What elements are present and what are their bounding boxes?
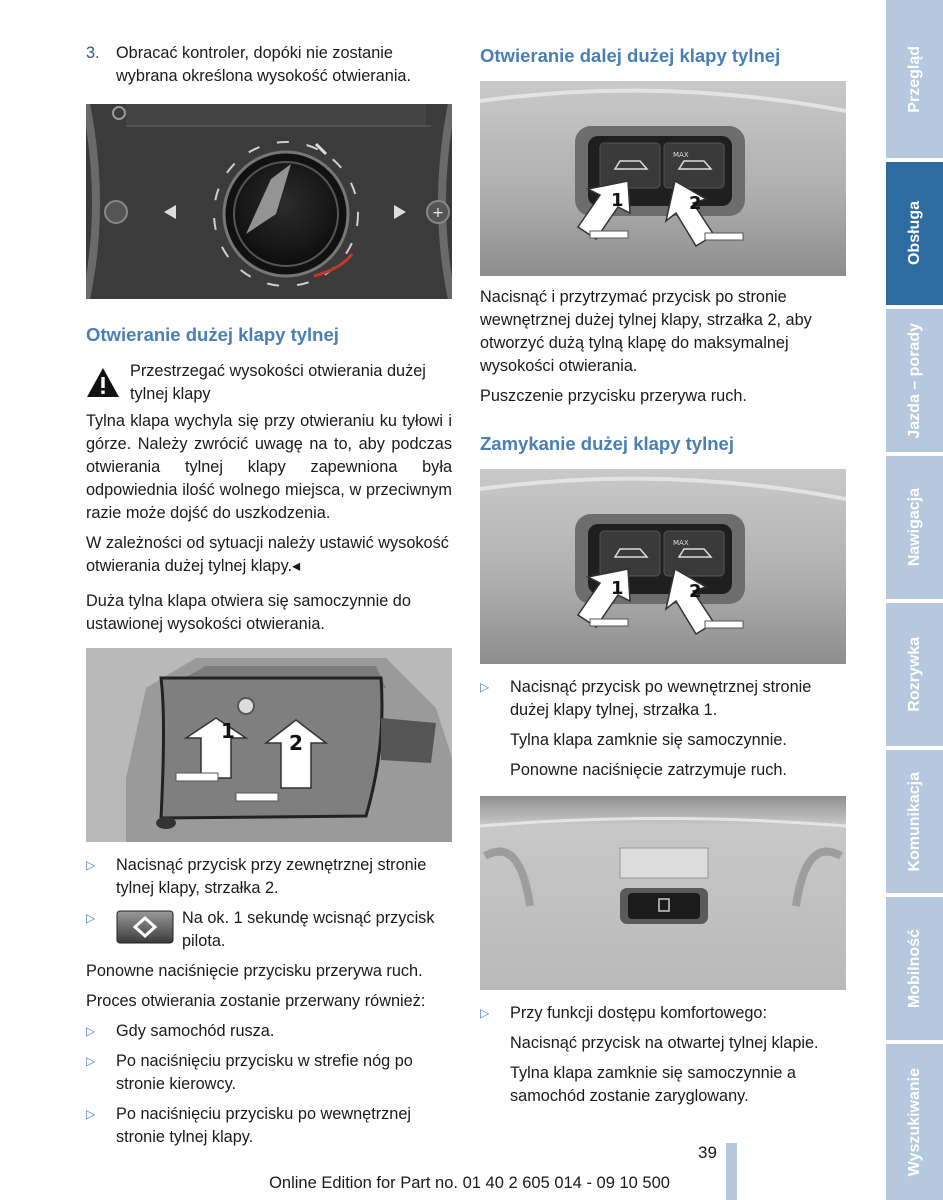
paragraph: Ponowne naciśnięcie przycisku przerywa ruch. bbox=[86, 962, 423, 980]
sidebar-tab-label: Jazda – porady bbox=[905, 322, 923, 439]
list-item-text: Po naciśnięciu przycisku w strefie nóg po stronie kierowcy. bbox=[116, 1052, 413, 1093]
bullet-text: Przy funkcji dostępu komfortowego: bbox=[510, 1004, 768, 1022]
chapter-sidebar bbox=[886, 0, 943, 1200]
list-item bbox=[86, 1050, 452, 1096]
list-item bbox=[86, 1103, 452, 1149]
arrow-label-1: 1 bbox=[221, 719, 235, 743]
bullet-subtext: Ponowne naciśnięcie zatrzymuje ruch. bbox=[510, 761, 787, 779]
paragraph: Tylna klapa wychyla się przy otwieraniu ku tyłowi i górze. Należy zwrócić uwagę na to, aby podczas otwierania tylnej klapy zapewniona była odpowiednia ilość wolnego miejsca, w przeciwnym razie może dojść do uszkodzenia. bbox=[86, 412, 452, 522]
max-label: MAX bbox=[673, 151, 689, 159]
footer-text: Online Edition for Part no. 01 40 2 605 014 - 09 10 500 bbox=[269, 1174, 670, 1192]
paragraph: Puszczenie przycisku przerywa ruch. bbox=[480, 387, 747, 405]
sidebar-tab-entertainment[interactable] bbox=[886, 603, 943, 746]
triangle-right-bullet-icon: ▷ bbox=[480, 1006, 490, 1020]
list-item bbox=[86, 1020, 452, 1043]
tailgate-buttons-illustration-close bbox=[480, 469, 846, 664]
controller-illustration bbox=[86, 104, 452, 299]
paragraph: Duża tylna klapa otwiera się samoczynnie do ustawionej wysokości otwierania. bbox=[86, 592, 411, 633]
comfort-access-illustration bbox=[480, 796, 846, 990]
sidebar-tab-label: Komunikacja bbox=[905, 771, 923, 872]
svg-text:+: + bbox=[432, 205, 444, 221]
warning-note bbox=[86, 360, 452, 406]
warning-text: Przestrzegać wysokości otwierania dużej tylnej klapy bbox=[130, 362, 426, 403]
right-column bbox=[480, 42, 846, 1115]
bullet-item bbox=[480, 1002, 846, 1025]
page-number: 39 bbox=[698, 1143, 717, 1162]
bullet-item bbox=[480, 676, 846, 722]
sidebar-tab-operation[interactable] bbox=[886, 162, 943, 305]
list-item-text: Po naciśnięciu przycisku po wewnętrznej stronie tylnej klapy. bbox=[116, 1105, 412, 1146]
sidebar-tab-label: Wyszukiwanie bbox=[905, 1067, 923, 1177]
triangle-right-bullet-icon: ▷ bbox=[480, 680, 490, 694]
arrow-label-2: 2 bbox=[289, 731, 303, 755]
sidebar-tab-label: Mobilność bbox=[905, 928, 923, 1009]
bullet-item bbox=[86, 854, 452, 900]
left-column bbox=[86, 42, 452, 1156]
bullet-text: Na ok. 1 sekundę wcisnąć przycisk pilota. bbox=[182, 909, 435, 950]
step-text: Obracać kontroler, dopóki nie zostanie wybrana określona wysokość otwierania. bbox=[116, 44, 412, 85]
section-heading-open-further: Otwieranie dalej dużej klapy tylnej bbox=[480, 45, 781, 66]
bullet-text: Nacisnąć przycisk po wewnętrznej stronie dużej klapy tylnej, strzałka 1. bbox=[510, 678, 812, 719]
triangle-right-bullet-icon: ▷ bbox=[86, 1024, 96, 1038]
step-number: 3. bbox=[86, 44, 100, 62]
step-3 bbox=[86, 42, 452, 88]
triangle-right-bullet-icon: ▷ bbox=[86, 911, 96, 925]
sidebar-tab-communication[interactable] bbox=[886, 750, 943, 893]
arrow-label-1: 1 bbox=[611, 190, 624, 211]
triangle-right-bullet-icon: ▷ bbox=[86, 1054, 96, 1068]
triangle-right-bullet-icon: ▷ bbox=[86, 1107, 96, 1121]
section-heading-open-tailgate: Otwieranie dużej klapy tylnej bbox=[86, 324, 339, 345]
sidebar-tab-mobility[interactable] bbox=[886, 897, 943, 1040]
car-rear-image bbox=[86, 648, 452, 842]
remote-key-tailgate-icon bbox=[116, 910, 174, 944]
bullet-subtext: Nacisnąć przycisk na otwartej tylnej klapie. bbox=[510, 1034, 819, 1052]
comfort-access-button-image bbox=[480, 796, 846, 990]
arrow-label-1: 1 bbox=[611, 578, 624, 599]
sidebar-tab-navigation[interactable] bbox=[886, 456, 943, 599]
sidebar-tab-label: Nawigacja bbox=[905, 488, 923, 567]
tailgate-buttons-image bbox=[480, 81, 846, 276]
warning-triangle-icon bbox=[86, 366, 120, 400]
tailgate-buttons-image-close bbox=[480, 469, 846, 664]
sidebar-tab-label: Obsługa bbox=[905, 201, 923, 266]
list-item-text: Gdy samochód rusza. bbox=[116, 1022, 275, 1040]
bullet-item-remote bbox=[86, 907, 452, 953]
bullet-text: Nacisnąć przycisk przy zewnętrznej stronie tylnej klapy, strzałka 2. bbox=[116, 856, 427, 897]
controller-image bbox=[86, 104, 452, 299]
sidebar-tab-overview[interactable] bbox=[886, 0, 943, 158]
car-rear-illustration bbox=[86, 648, 452, 842]
paragraph: W zależności od sytuacji należy ustawić wysokość otwierania dużej tylnej klapy.◂ bbox=[86, 534, 449, 575]
triangle-right-bullet-icon: ▷ bbox=[86, 858, 96, 872]
section-heading-close-tailgate: Zamykanie dużej klapy tylnej bbox=[480, 433, 734, 454]
sidebar-tab-label: Rozrywka bbox=[905, 637, 923, 712]
bullet-subtext: Tylna klapa zamknie się samoczynnie. bbox=[510, 731, 787, 749]
paragraph: Nacisnąć i przytrzymać przycisk po stronie wewnętrznej dużej tylnej klapy, strzałka 2, aby otworzyć dużą tylną klapę do maksymalnej wysokości otwierania. bbox=[480, 288, 812, 375]
max-label: MAX bbox=[673, 539, 689, 547]
bullet-subtext: Tylna klapa zamknie się samoczynnie a samochód zostanie zaryglowany. bbox=[510, 1064, 796, 1105]
arrow-label-2: 2 bbox=[689, 193, 702, 214]
arrow-label-2: 2 bbox=[689, 581, 702, 602]
sidebar-tab-driving-tips[interactable] bbox=[886, 309, 943, 452]
sidebar-tab-label: Przegląd bbox=[905, 45, 923, 113]
paragraph: Proces otwierania zostanie przerwany również: bbox=[86, 992, 426, 1010]
tailgate-buttons-illustration-open bbox=[480, 81, 846, 276]
